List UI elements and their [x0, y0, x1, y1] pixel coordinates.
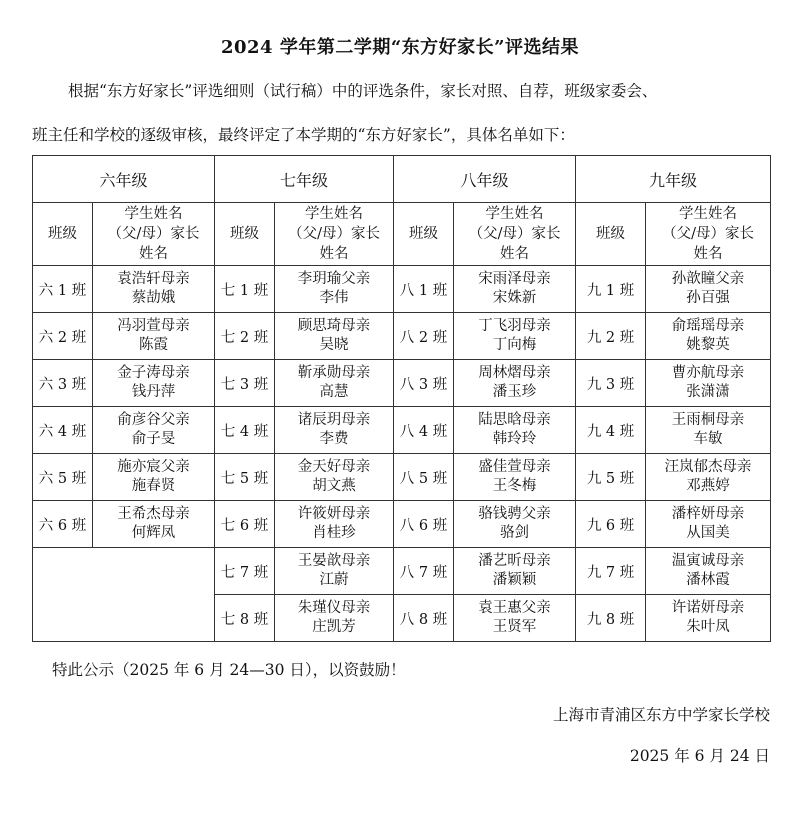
- parent-name-cell: [454, 501, 576, 548]
- name-column-header-line: 姓名: [319, 246, 349, 262]
- parent-name-cell: [646, 266, 771, 313]
- name-column-header-line: 姓名: [500, 246, 530, 262]
- student-parent-label: 袁浩轩母亲: [117, 271, 190, 287]
- parent-name-cell: [93, 360, 215, 407]
- class-cell: 九 7 班: [576, 548, 646, 595]
- parent-name: 陈霞: [139, 337, 168, 353]
- parent-name: 孙百强: [686, 290, 730, 306]
- class-cell: 七 6 班: [215, 501, 275, 548]
- class-cell: 七 2 班: [215, 313, 275, 360]
- parent-name-cell: [275, 313, 394, 360]
- parent-name-cell: [275, 360, 394, 407]
- intro-paragraph-line2: 班主任和学校的逐级审核，最终评定了本学期的“东方好家长”，具体名单如下：: [32, 126, 575, 144]
- parent-name-cell: [454, 266, 576, 313]
- student-parent-label: 潘梓妍母亲: [671, 506, 745, 522]
- student-parent-label: 曹亦航母亲: [671, 365, 745, 381]
- parent-name: 姚黎英: [686, 337, 730, 353]
- parent-name-cell: [275, 595, 394, 642]
- document-title: 2024 学年第二学期“东方好家长”评选结果: [220, 37, 580, 58]
- table-row: [33, 266, 771, 313]
- student-parent-label: 王晏歆母亲: [297, 553, 371, 569]
- student-parent-label: 朱瑾仪母亲: [297, 600, 371, 616]
- student-parent-label: 宋雨泽母亲: [478, 271, 551, 287]
- notice-text: 特此公示（2025 年 6 月 24—30 日），以资鼓励！: [52, 661, 406, 679]
- parent-name: 宋姝新: [492, 290, 537, 306]
- student-parent-label: 施亦宸父亲: [117, 459, 190, 475]
- name-column-header: [275, 203, 394, 266]
- parent-name: 骆剑: [500, 525, 530, 541]
- grade-header-8: 八年级: [394, 156, 576, 203]
- parent-name: 高慧: [319, 384, 349, 400]
- parent-name: 邓燕婷: [686, 478, 730, 494]
- student-parent-label: 骆钱骋父亲: [478, 506, 551, 522]
- student-parent-label: 顾思琦母亲: [297, 318, 371, 334]
- parent-name-cell: [646, 360, 771, 407]
- class-column-header: 班级: [576, 203, 646, 266]
- name-column-header-line: 学生姓名: [124, 206, 183, 222]
- student-parent-label: 许筱妍母亲: [297, 506, 371, 522]
- parent-name: 蔡劼娥: [131, 290, 176, 306]
- student-parent-label: 周林熠母亲: [478, 365, 551, 381]
- parent-name-cell: [454, 548, 576, 595]
- student-parent-label: 金子涛母亲: [117, 365, 190, 381]
- table-row: [33, 501, 771, 548]
- parent-name-cell: [275, 266, 394, 313]
- name-column-header-line: 学生姓名: [679, 206, 738, 222]
- parent-name-cell: [646, 454, 771, 501]
- class-cell: 九 4 班: [576, 407, 646, 454]
- class-cell: 八 1 班: [394, 266, 454, 313]
- grade-header-9: 九年级: [576, 156, 771, 203]
- student-parent-label: 俞彦谷父亲: [117, 412, 190, 428]
- table-row: [33, 407, 771, 454]
- parent-name-cell: [646, 501, 771, 548]
- grade-header-row: [33, 156, 771, 203]
- parent-name: 胡文燕: [312, 478, 356, 494]
- class-cell: 九 5 班: [576, 454, 646, 501]
- parent-name-cell: [646, 595, 771, 642]
- parent-name: 施春贤: [131, 478, 176, 494]
- student-parent-label: 盛佳萱母亲: [478, 459, 551, 475]
- name-column-header-line: （父/母）家长: [662, 226, 754, 242]
- class-cell: 七 1 班: [215, 266, 275, 313]
- grade-header-7: 七年级: [215, 156, 394, 203]
- parent-name: 李伟: [319, 290, 349, 306]
- parent-name: 车敏: [693, 431, 723, 447]
- class-cell: 九 8 班: [576, 595, 646, 642]
- parent-name-cell: [93, 454, 215, 501]
- parent-name: 潘玉珍: [492, 384, 537, 400]
- parent-name-cell: [454, 407, 576, 454]
- class-cell: 七 3 班: [215, 360, 275, 407]
- name-column-header-line: 姓名: [693, 246, 723, 262]
- table-row: [33, 313, 771, 360]
- parent-name: 张潇潇: [686, 384, 730, 400]
- name-column-header: [93, 203, 215, 266]
- parent-name: 肖桂珍: [312, 525, 356, 541]
- school-signature: 上海市青浦区东方中学家长学校: [552, 706, 770, 724]
- parent-name-cell: [93, 266, 215, 313]
- student-parent-label: 李玥瑜父亲: [297, 271, 371, 287]
- student-parent-label: 潘艺昕母亲: [478, 553, 551, 569]
- parent-name: 俞子旻: [131, 431, 176, 447]
- empty-cell: [33, 548, 215, 642]
- parent-name-cell: [93, 313, 215, 360]
- parent-name: 潘颖颖: [492, 572, 537, 588]
- student-parent-label: 诸辰玥母亲: [297, 412, 371, 428]
- class-cell: 八 2 班: [394, 313, 454, 360]
- class-cell: 六 6 班: [33, 501, 93, 548]
- class-cell: 八 3 班: [394, 360, 454, 407]
- class-cell: 六 2 班: [33, 313, 93, 360]
- class-column-header: 班级: [394, 203, 454, 266]
- parent-name: 朱叶凤: [686, 619, 730, 635]
- class-cell: 六 1 班: [33, 266, 93, 313]
- class-cell: 八 8 班: [394, 595, 454, 642]
- student-parent-label: 袁王惠父亲: [478, 600, 551, 616]
- name-column-header-line: 姓名: [139, 246, 168, 262]
- parent-name: 王冬梅: [492, 478, 537, 494]
- class-cell: 六 3 班: [33, 360, 93, 407]
- table-row: [33, 548, 771, 595]
- parent-name-cell: [454, 454, 576, 501]
- student-parent-label: 王雨桐母亲: [671, 412, 745, 428]
- class-cell: 六 5 班: [33, 454, 93, 501]
- class-cell: 九 2 班: [576, 313, 646, 360]
- parent-name-cell: [275, 454, 394, 501]
- table-row: [33, 454, 771, 501]
- student-parent-label: 金天好母亲: [297, 459, 371, 475]
- column-header-row: [33, 203, 771, 266]
- document-date: 2025 年 6 月 24 日: [629, 747, 770, 765]
- student-parent-label: 许诺妍母亲: [671, 600, 745, 616]
- table-row: [33, 360, 771, 407]
- student-parent-label: 俞瑶瑶母亲: [671, 318, 745, 334]
- class-cell: 七 7 班: [215, 548, 275, 595]
- parent-name-cell: [275, 501, 394, 548]
- class-cell: 八 5 班: [394, 454, 454, 501]
- class-cell: 六 4 班: [33, 407, 93, 454]
- student-parent-label: 孙歆瞳父亲: [671, 271, 745, 287]
- parent-name-cell: [454, 360, 576, 407]
- results-table: [32, 155, 771, 642]
- name-column-header-line: 学生姓名: [305, 206, 364, 222]
- class-column-header: 班级: [33, 203, 93, 266]
- student-parent-label: 靳承勋母亲: [297, 365, 371, 381]
- parent-name-cell: [93, 407, 215, 454]
- grade-header-6: 六年级: [33, 156, 215, 203]
- name-column-header: [454, 203, 576, 266]
- class-cell: 七 8 班: [215, 595, 275, 642]
- class-cell: 九 3 班: [576, 360, 646, 407]
- class-cell: 八 7 班: [394, 548, 454, 595]
- parent-name-cell: [275, 548, 394, 595]
- name-column-header-line: （父/母）家长: [468, 226, 561, 242]
- class-column-header: 班级: [215, 203, 275, 266]
- parent-name-cell: [646, 407, 771, 454]
- name-column-header-line: 学生姓名: [485, 206, 544, 222]
- student-parent-label: 温寅诚母亲: [671, 553, 745, 569]
- parent-name: 李费: [319, 431, 349, 447]
- parent-name: 潘林霞: [686, 572, 730, 588]
- parent-name-cell: [275, 407, 394, 454]
- parent-name-cell: [646, 313, 771, 360]
- class-cell: 七 5 班: [215, 454, 275, 501]
- name-column-header-line: （父/母）家长: [107, 226, 200, 242]
- parent-name: 钱丹萍: [131, 384, 176, 400]
- class-cell: 八 4 班: [394, 407, 454, 454]
- parent-name: 江蔚: [319, 572, 349, 588]
- parent-name-cell: [93, 501, 215, 548]
- parent-name: 吴晓: [319, 337, 349, 353]
- parent-name: 王贤军: [492, 619, 537, 635]
- parent-name: 何辉凤: [131, 525, 176, 541]
- parent-name: 从国美: [686, 525, 730, 541]
- student-parent-label: 汪岚郁杰母亲: [664, 459, 752, 475]
- class-cell: 七 4 班: [215, 407, 275, 454]
- class-cell: 八 6 班: [394, 501, 454, 548]
- student-parent-label: 冯羽萱母亲: [117, 318, 190, 334]
- intro-paragraph-line1: 根据“东方好家长”评选细则（试行稿）中的评选条件，家长对照、自荐，班级家委会、: [68, 82, 658, 100]
- student-parent-label: 陆思晗母亲: [478, 412, 551, 428]
- student-parent-label: 丁飞羽母亲: [478, 318, 551, 334]
- parent-name-cell: [646, 548, 771, 595]
- name-column-header: [646, 203, 771, 266]
- parent-name: 韩玲玲: [492, 431, 537, 447]
- parent-name: 庄凯芳: [312, 619, 356, 635]
- class-cell: 九 1 班: [576, 266, 646, 313]
- parent-name-cell: [454, 595, 576, 642]
- student-parent-label: 王希杰母亲: [117, 506, 190, 522]
- parent-name: 丁向梅: [492, 337, 537, 353]
- name-column-header-line: （父/母）家长: [288, 226, 380, 242]
- class-cell: 九 6 班: [576, 501, 646, 548]
- parent-name-cell: [454, 313, 576, 360]
